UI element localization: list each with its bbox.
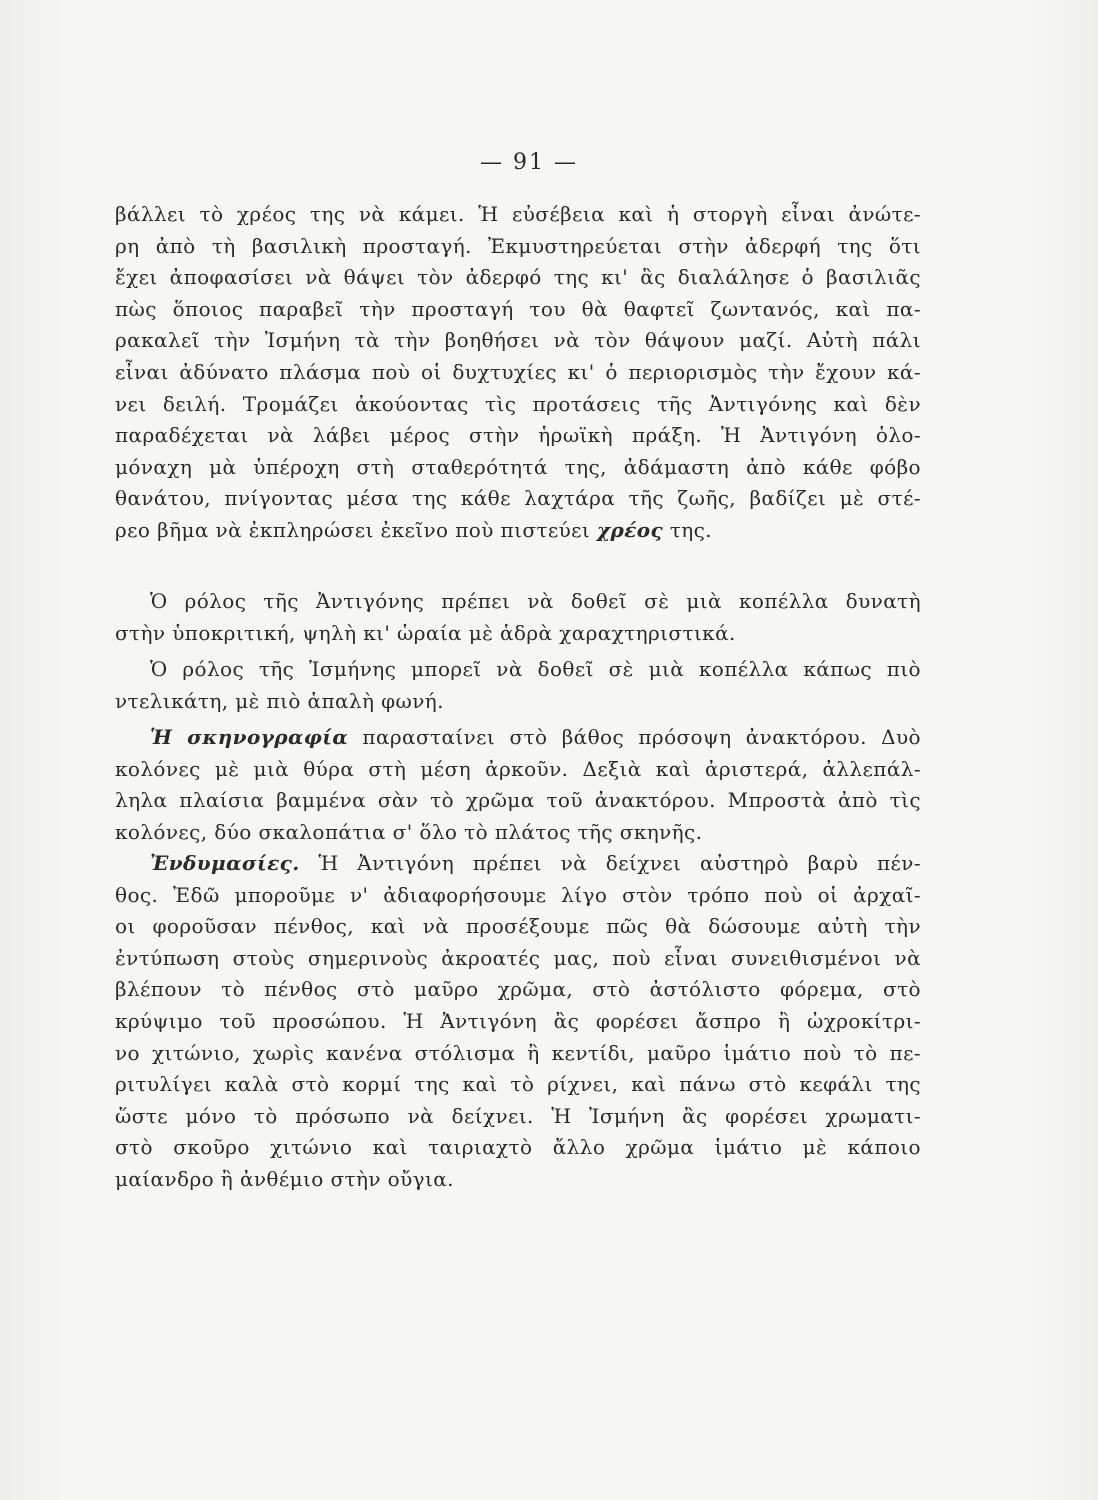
- text-line: κρύψιμο τοῦ προσώπου. Ἡ Ἀντιγόνη ἂς φορέσει ἄσπρο ἢ ὠχροκίτρι-: [115, 1008, 921, 1033]
- text-line: ντελικάτη, μὲ πιὸ ἁπαλὴ φωνή.: [115, 688, 444, 713]
- text-line: ρακαλεῖ τὴν Ἰσμήνη τὰ τὴν βοηθήσει νὰ τὸν θάψουν μαζί. Αὐτὴ πάλι: [115, 328, 921, 353]
- text-line: στὸ σκοῦρο χιτώνιο καὶ ταιριαχτὸ ἄλλο χρῶμα ἱμάτιο μὲ κάποιο: [115, 1135, 921, 1160]
- text-line: παραδέχεται νὰ λάβει μέρος στὴν ἡρωϊκὴ πράξη. Ἡ Ἀντιγόνη ὁλο-: [115, 423, 921, 448]
- text-line: ἔχει ἀποφασίσει νὰ θάψει τὸν ἀδερφό της κι' ἂς διαλάλησε ὁ βασιλιᾶς: [115, 265, 921, 290]
- page-number: — 91 —: [480, 150, 578, 175]
- emphasis-word: χρέος: [596, 517, 664, 542]
- text-line: Ἐνδυμασίες. Ἡ Ἀντιγόνη πρέπει νὰ δείχνει αὐστηρὸ βαρὺ πέν-: [150, 851, 921, 875]
- text-line: Ἡ σκηνογραφία παρασταίνει στὸ βάθος πρόσοψη ἀνακτόρου. Δυὸ: [150, 725, 921, 749]
- text-line: κολόνες, δύο σκαλοπάτια σ' ὅλο τὸ πλάτος τῆς σκηνῆς.: [115, 819, 703, 844]
- text-line: βάλλει τὸ χρέος της νὰ κάμει. Ἡ εὐσέβεια καὶ ἡ στοργὴ εἶναι ἀνώτε-: [115, 202, 921, 226]
- section-heading: Ἐνδυμασίες.: [150, 851, 300, 875]
- text-line: εἶναι ἀδύνατο πλάσμα ποὺ οἱ δυχτυχίες κι' ὁ περιορισμὸς τὴν ἔχουν κά-: [115, 359, 921, 384]
- text-line: ρη ἀπὸ τὴ βασιλικὴ προσταγή. Ἐκμυστηρεύεται στὴν ἀδερφή της ὅτι: [115, 233, 921, 258]
- text-line: μόναχη μὰ ὑπέροχη στὴ σταθερότητά της, ἀδάμαστη ἀπὸ κάθε φόβο: [115, 454, 921, 479]
- text-line: θος. Ἐδῶ μποροῦμε ν' ἀδιαφορήσουμε λίγο στὸν τρόπο ποὺ οἱ ἀρχαῖ-: [115, 882, 921, 907]
- text-line: βλέπουν τὸ πένθος στὸ μαῦρο χρῶμα, στὸ ἀστόλιστο φόρεμα, στὸ: [115, 977, 921, 1002]
- text-line: θανάτου, πνίγοντας μέσα της κάθε λαχτάρα τῆς ζωῆς, βαδίζει μὲ στέ-: [115, 486, 921, 511]
- text-line: στὴν ὑποκριτική, ψηλὴ κι' ὡραία μὲ ἁδρὰ χαραχτηριστικά.: [115, 620, 736, 645]
- text-line: μαίανδρο ἢ ἀνθέμιο στὴν οὔγια.: [115, 1166, 454, 1191]
- paragraph-antigone-duty: [115, 199, 921, 547]
- text-line: ληλα πλαίσια βαμμένα σὰν τὸ χρῶμα τοῦ ἀνακτόρου. Μπροστὰ ἀπὸ τὶς: [115, 788, 921, 813]
- text-line: ἐντύπωση στοὺς σημερινοὺς ἀκροατές μας, ποὺ εἶναι συνειθισμένοι νὰ: [115, 945, 921, 970]
- text-line: οι φοροῦσαν πένθος, καὶ νὰ προσέξουμε πῶς θὰ δώσουμε αὐτὴ τὴν: [115, 914, 921, 939]
- section-heading: Ἡ σκηνογραφία: [150, 725, 349, 749]
- text-line: νει δειλή. Τρομάζει ἀκούοντας τὶς προτάσεις τῆς Ἀντιγόνης καὶ δὲν: [115, 391, 921, 416]
- paragraph-ismene-role: [115, 654, 921, 717]
- text-line: νο χιτώνιο, χωρὶς κανένα στόλισμα ἢ κεντίδι, μαῦρο ἱμάτιο ποὺ τὸ πε-: [115, 1040, 921, 1065]
- text-line: κολόνες μὲ μιὰ θύρα στὴ μέση ἀρκοῦν. Δεξιὰ καὶ ἀριστερά, ἀλλεπάλ-: [115, 756, 921, 781]
- text-line: Ὁ ρόλος τῆς Ἰσμήνης μπορεῖ νὰ δοθεῖ σὲ μιὰ κοπέλλα κάπως πιὸ: [150, 657, 921, 681]
- paragraph-scenography: [115, 722, 921, 848]
- text-line: ριτυλίγει καλὰ στὸ κορμί της καὶ τὸ ρίχνει, καὶ πάνω στὸ κεφάλι της: [115, 1072, 921, 1097]
- paragraph-costumes: [115, 848, 921, 1196]
- text-line: Ὁ ρόλος τῆς Ἀντιγόνης πρέπει νὰ δοθεῖ σὲ μιὰ κοπέλλα δυνατὴ: [150, 589, 921, 613]
- text-line: πὼς ὅποιος παραβεῖ τὴν προσταγή του θὰ θαφτεῖ ζωντανός, καὶ πα-: [115, 296, 921, 321]
- paragraph-antigone-role: [115, 586, 921, 649]
- text-line: ὥστε μόνο τὸ πρόσωπο νὰ δείχνει. Ἡ Ἰσμήνη ἂς φορέσει χρωματι-: [115, 1103, 921, 1128]
- text-line: ρεο βῆμα νὰ ἐκπληρώσει ἐκεῖνο ποὺ πιστεύει χρέος της.: [115, 517, 713, 542]
